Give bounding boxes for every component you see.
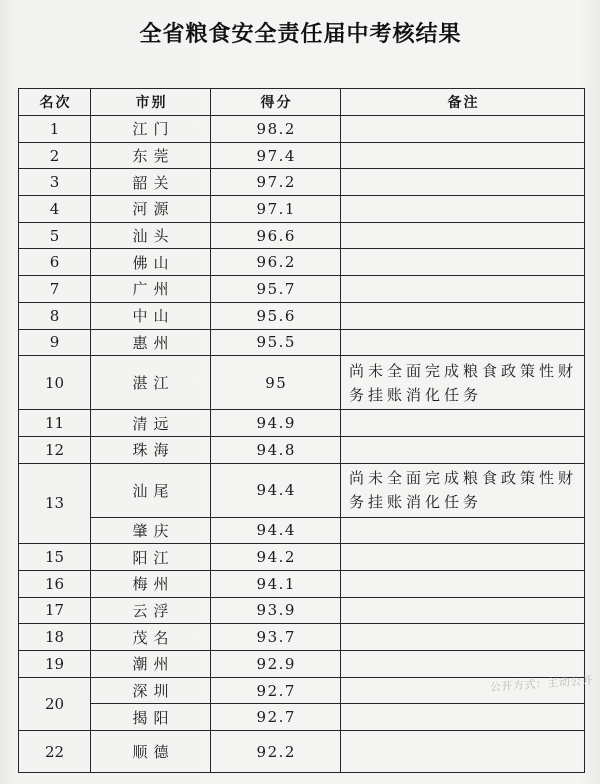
table-row (19, 196, 585, 223)
note-cell (341, 222, 585, 249)
city-cell: 中山 (91, 302, 211, 329)
rank-cell: 6 (19, 249, 91, 276)
page-title: 全省粮食安全责任届中考核结果 (139, 22, 462, 47)
note-cell (341, 677, 585, 704)
table-row (19, 544, 585, 571)
table-row (19, 677, 585, 704)
city-cell: 韶关 (91, 169, 211, 196)
score-cell: 94.2 (211, 544, 341, 571)
table-row (19, 704, 585, 731)
rank-cell: 20 (19, 677, 91, 730)
note-cell (341, 276, 585, 303)
note-cell (341, 196, 585, 223)
note-cell (341, 142, 585, 169)
table-row (19, 142, 585, 169)
city-cell: 汕头 (91, 222, 211, 249)
table-row (19, 302, 585, 329)
note-cell (341, 651, 585, 678)
city-cell: 河源 (91, 196, 211, 223)
note-cell (341, 329, 585, 356)
score-cell: 95.7 (211, 276, 341, 303)
city-cell: 肇庆 (91, 517, 211, 544)
city-cell: 梅州 (91, 570, 211, 597)
note-cell (341, 731, 585, 773)
table-row (19, 169, 585, 196)
note-cell (341, 116, 585, 143)
header-note: 备注 (341, 89, 585, 116)
table-row (19, 597, 585, 624)
note-cell (341, 624, 585, 651)
rank-cell: 9 (19, 329, 91, 356)
score-cell: 92.2 (211, 731, 341, 773)
city-cell: 湛江 (91, 356, 211, 410)
note-cell: 尚未全面完成粮食政策性财务挂账消化任务 (341, 356, 585, 410)
table-row (19, 410, 585, 437)
score-cell: 94.4 (211, 463, 341, 517)
table-row (19, 651, 585, 678)
city-cell: 揭阳 (91, 704, 211, 731)
score-cell: 92.9 (211, 651, 341, 678)
header-rank: 名次 (19, 89, 91, 116)
rank-cell: 10 (19, 356, 91, 410)
results-table (18, 88, 585, 773)
score-cell: 95 (211, 356, 341, 410)
note-cell (341, 544, 585, 571)
table-row (19, 249, 585, 276)
score-cell: 94.8 (211, 436, 341, 463)
rank-cell: 3 (19, 169, 91, 196)
score-cell: 97.4 (211, 142, 341, 169)
note-cell (341, 169, 585, 196)
table-row (19, 356, 585, 410)
city-cell: 阳江 (91, 544, 211, 571)
table-row (19, 329, 585, 356)
rank-cell: 2 (19, 142, 91, 169)
city-cell: 顺德 (91, 731, 211, 773)
table-row (19, 463, 585, 517)
score-cell: 97.2 (211, 169, 341, 196)
score-cell: 95.5 (211, 329, 341, 356)
rank-cell: 8 (19, 302, 91, 329)
header-score: 得分 (211, 89, 341, 116)
note-cell (341, 597, 585, 624)
score-cell: 94.4 (211, 517, 341, 544)
table-row (19, 276, 585, 303)
score-cell: 94.9 (211, 410, 341, 437)
city-cell: 汕尾 (91, 463, 211, 517)
rank-cell: 22 (19, 731, 91, 773)
note-cell (341, 410, 585, 437)
city-cell: 惠州 (91, 329, 211, 356)
rank-cell: 17 (19, 597, 91, 624)
rank-cell: 4 (19, 196, 91, 223)
rank-cell: 16 (19, 570, 91, 597)
note-cell (341, 704, 585, 731)
score-cell: 92.7 (211, 704, 341, 731)
city-cell: 清远 (91, 410, 211, 437)
score-cell: 94.1 (211, 570, 341, 597)
table-header-row (19, 89, 585, 116)
city-cell: 佛山 (91, 249, 211, 276)
score-cell: 95.6 (211, 302, 341, 329)
table-body (19, 116, 585, 773)
rank-cell: 13 (19, 463, 91, 544)
table-row (19, 116, 585, 143)
note-cell (341, 570, 585, 597)
header-city: 市别 (91, 89, 211, 116)
city-cell: 东莞 (91, 142, 211, 169)
city-cell: 江门 (91, 116, 211, 143)
score-cell: 98.2 (211, 116, 341, 143)
table-row (19, 222, 585, 249)
rank-cell: 7 (19, 276, 91, 303)
city-cell: 云浮 (91, 597, 211, 624)
rank-cell: 15 (19, 544, 91, 571)
city-cell: 茂名 (91, 624, 211, 651)
table-row (19, 624, 585, 651)
score-cell: 92.7 (211, 677, 341, 704)
rank-cell: 5 (19, 222, 91, 249)
table-row (19, 436, 585, 463)
city-cell: 广州 (91, 276, 211, 303)
table-row (19, 517, 585, 544)
rank-cell: 18 (19, 624, 91, 651)
rank-cell: 19 (19, 651, 91, 678)
table-row (19, 731, 585, 773)
show-through-text: 公开方式：主动公开 (489, 673, 594, 694)
note-cell (341, 302, 585, 329)
note-cell (341, 517, 585, 544)
score-cell: 97.1 (211, 196, 341, 223)
rank-cell: 1 (19, 116, 91, 143)
score-cell: 93.7 (211, 624, 341, 651)
city-cell: 潮州 (91, 651, 211, 678)
score-cell: 93.9 (211, 597, 341, 624)
score-cell: 96.2 (211, 249, 341, 276)
note-cell (341, 436, 585, 463)
rank-cell: 11 (19, 410, 91, 437)
rank-cell: 12 (19, 436, 91, 463)
city-cell: 深圳 (91, 677, 211, 704)
score-cell: 96.6 (211, 222, 341, 249)
note-cell: 尚未全面完成粮食政策性财务挂账消化任务 (341, 463, 585, 517)
table-row (19, 570, 585, 597)
city-cell: 珠海 (91, 436, 211, 463)
note-cell (341, 249, 585, 276)
